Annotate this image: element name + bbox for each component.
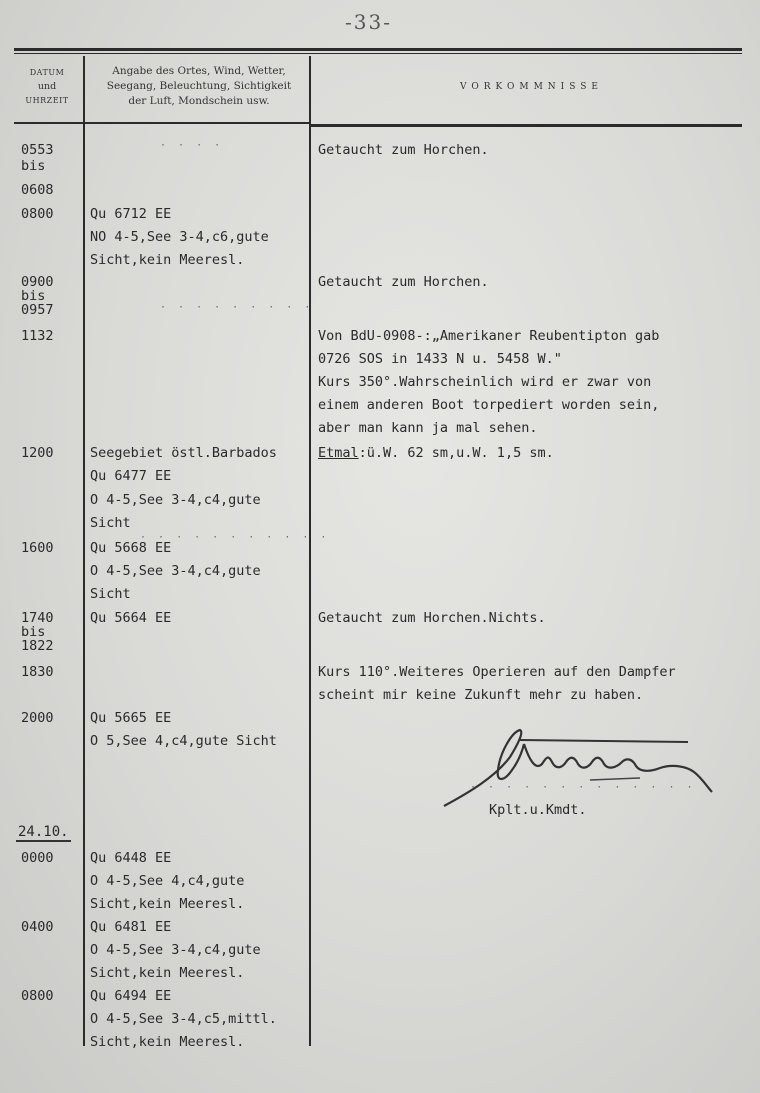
event-0900: Getaucht zum Horchen. [318,274,489,290]
header-angabe-line2: Seegang, Beleuchtung, Sichtigkeit [106,80,292,92]
weather-1740-1: Qu 5664 EE [90,610,172,626]
header-vorkommnisse: VORKOMMNISSE [460,82,603,92]
time-0900: 0900 [21,274,54,290]
time-0800-b: 0800 [21,988,54,1004]
weather-0800b-2: O 4-5,See 3-4,c5,mittl. [90,1011,277,1027]
time-1740: 1740 [21,610,54,626]
event-1132-5: aber man kann ja mal sehen. [318,420,538,436]
time-0800: 0800 [21,206,54,222]
header-datum [14,66,80,108]
dots-row-4: · · · · · · · · · · · · · · [470,782,714,793]
page-number: -33- [345,10,392,34]
weather-0400-1: Qu 6481 EE [90,919,172,935]
time-bis-1: bis [21,158,46,174]
time-0957: 0957 [21,302,54,318]
signature-title: Kplt.u.Kmdt. [489,802,587,818]
weather-2000-1: Qu 5665 EE [90,710,172,726]
header-datum-line1: DATUM [29,68,65,77]
weather-0800-2: NO 4-5,See 3-4,c6,gute [90,229,269,245]
event-0553: Getaucht zum Horchen. [318,142,489,158]
header-rule-left [14,122,310,124]
weather-0400-2: O 4-5,See 3-4,c4,gute [90,942,261,958]
time-1600: 1600 [21,540,54,556]
weather-0800b-3: Sicht,kein Meeresl. [90,1034,245,1050]
event-1132-3: Kurs 350°.Wahrscheinlich wird er zwar von [318,374,652,390]
top-rule [14,48,742,51]
column-divider-1 [83,56,85,1046]
weather-0000-3: Sicht,kein Meeresl. [90,896,245,912]
header-datum-line3: UHRZEIT [25,96,69,105]
header-angabe [88,64,310,109]
event-1830-2: scheint mir keine Zukunft mehr zu haben. [318,687,644,703]
dots-row-1: · · · · [160,140,224,151]
time-bis-2: bis [21,288,46,304]
time-0553: 0553 [21,142,54,158]
time-0400: 0400 [21,919,54,935]
weather-1600-3: Sicht [90,586,131,602]
event-1830-1: Kurs 110°.Weiteres Operieren auf den Dampfer [318,664,676,680]
time-1132: 1132 [21,328,54,344]
event-1132-1: Von BdU-0908-:„Amerikaner Reubentipton gab [318,328,660,344]
event-1200-etmal [318,445,554,461]
column-divider-2 [309,56,311,1046]
weather-1600-1: Qu 5668 EE [90,540,172,556]
header-rule-right [310,124,742,127]
etmal-label: Etmal [318,445,359,461]
time-bis-3: bis [21,624,46,640]
weather-0800-1: Qu 6712 EE [90,206,172,222]
weather-1200-2: Qu 6477 EE [90,468,172,484]
time-2000: 2000 [21,710,54,726]
time-0608: 0608 [21,182,54,198]
weather-0000-2: O 4-5,See 4,c4,gute [90,873,245,889]
weather-0800b-1: Qu 6494 EE [90,988,172,1004]
weather-1200-3: O 4-5,See 3-4,c4,gute [90,492,261,508]
dots-row-2: · · · · · · · · · [160,302,314,313]
header-datum-line2: und [37,81,57,92]
header-angabe-line3: der Luft, Mondschein usw. [128,95,270,107]
commander-signature [440,722,720,812]
weather-1200-1: Seegebiet östl.Barbados [90,445,277,461]
event-1740: Getaucht zum Horchen.Nichts. [318,610,546,626]
weather-1600-2: O 4-5,See 3-4,c4,gute [90,563,261,579]
weather-1200-4: Sicht [90,515,131,531]
top-rule-thin [14,53,742,54]
weather-2000-2: O 5,See 4,c4,gute Sicht [90,733,277,749]
time-1822: 1822 [21,638,54,654]
date-marker: 24.10. [18,824,69,840]
time-0000: 0000 [21,850,54,866]
dots-row-3: · · · · · · · · · · · [140,532,330,543]
time-1200: 1200 [21,445,54,461]
weather-0000-1: Qu 6448 EE [90,850,172,866]
header-angabe-line1: Angabe des Ortes, Wind, Wetter, [112,65,286,77]
etmal-value: :ü.W. 62 sm,u.W. 1,5 sm. [358,445,554,461]
event-1132-2: 0726 SOS in 1433 N u. 5458 W." [318,351,562,367]
weather-0400-3: Sicht,kein Meeresl. [90,965,245,981]
weather-0800-3: Sicht,kein Meeresl. [90,252,245,268]
event-1132-4: einem anderen Boot torpediert worden sein, [318,397,660,413]
time-1830: 1830 [21,664,54,680]
